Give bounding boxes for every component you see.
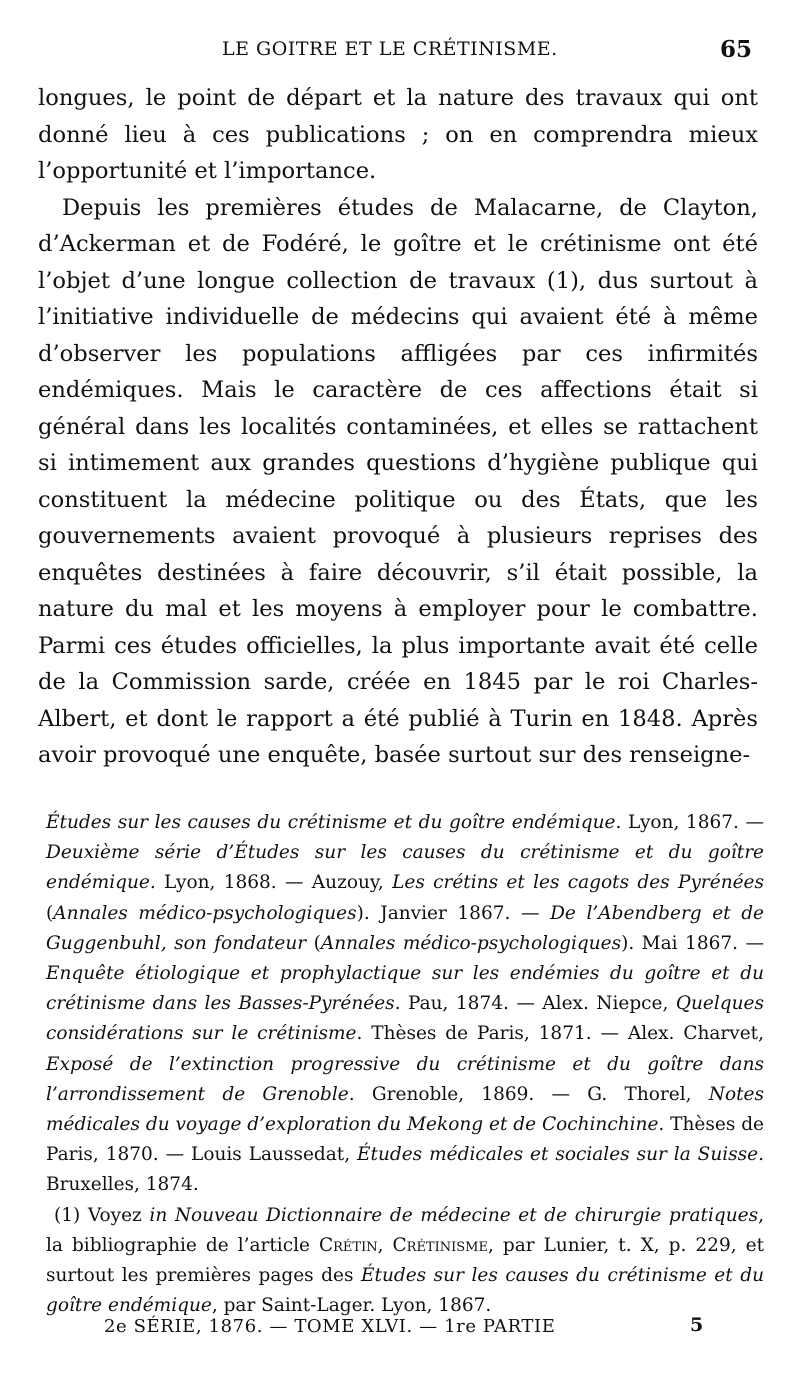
note-italic: Études médicales et sociales sur la Suisse [357,1144,759,1166]
note-text: , la bibliographie de l’article [46,1204,764,1256]
note-small-caps: Crétinisme [392,1234,488,1256]
series-footer: 2e SÉRIE, 1876. — TOME XLVI. — 1re PARTIE [104,1316,556,1337]
footnote-1 [46,1201,764,1322]
note-italic: Quelques considérations sur le crétinisme [46,993,764,1045]
note-italic: De l’Abendberg et de Guggenbuhl, son fondateur [46,902,764,954]
note-italic: in Nouveau Dictionnaire de médecine et de chirurgie pratiques [149,1204,759,1226]
note-text: , par Saint-Lager. Lyon, 1867. [211,1295,492,1317]
running-title: LE GOITRE ET LE CRÉTINISME. [222,38,558,60]
paragraph-2: Depuis les premières études de Malacarne, de Clayton, d’Ackerman et de Fodéré, le goître et le crétinisme ont été l’objet d’une longue collection de travaux (1), dus surtout à l’initiative individuelle de médecins qui avaient été à même d’observer les populations affligées par ces infirmités endémiques. Mais le caractère de ces affections était si général dans les localités contaminées, et elles se rattachent si intimement aux grandes questions d’hygiène publique qui constituent la médecine politique ou des États, que les gouvernements avaient provoqué à plusieurs reprises des enquêtes destinées à faire découvrir, s’il était possible, la nature du mal et les moyens à employer pour le combattre. Parmi ces études officielles, la plus importante avait été celle de la Commission sarde, créée en 1845 par le roi Charles-Albert, et dont le rapport a été publié à Turin en 1848. Après avoir provoqué une enquête, basée surtout sur des renseigne- [38,194,758,768]
page-number: 65 [719,36,752,63]
note-text: . Thèses de Paris, 1870. — Louis Laussedat, [46,1114,764,1166]
note-text: (1) Voyez [54,1204,150,1226]
note-text: ( [306,932,321,954]
note-text: . Lyon, 1867. — [615,812,764,833]
footnote-bibliography [46,808,764,1201]
note-text: ). Mai 1867. — [621,932,764,954]
note-text: . Grenoble, 1869. — G. Thorel, [348,1083,709,1105]
note-italic: Études sur les causes du crétinisme et du goître endémique [46,1265,764,1317]
note-text: . Bruxelles, 1874. [46,1144,764,1196]
paragraph-1: longues, le point de départ et la nature des travaux qui ont donné lieu à ces publications ; on en comprendra mieux l’opportunité et l’importance. [38,85,758,184]
note-text: ( [46,902,54,924]
note-text: , [377,1234,393,1256]
note-text: . Lyon, 1868. — Auzouy, [149,872,393,894]
note-italic: Deuxième série d’Études sur les causes du crétinisme et du goître endémique [46,842,764,894]
note-italic: Annales médico-psychologiques [53,902,357,924]
note-text: . Thèses de Paris, 1871. — Alex. Charvet, [356,1023,764,1045]
note-italic: Enquête étiologique et prophylactique sur les endémies du goître et du crétinisme dans les Basses-Pyrénées [46,963,764,1015]
note-italic: Les crétins et les cagots des Pyrénées [392,872,764,894]
note-text: ). Janvier 1867. — [356,902,551,924]
note-italic: Annales médico-psychologiques [320,932,622,954]
signature-mark: 5 [690,1314,704,1336]
note-italic: Études sur les causes du crétinisme et du goître endémique [46,812,616,833]
note-italic: Notes médicales du voyage d’exploration du Mekong et de Cochinchine [46,1083,764,1136]
note-text: , par Lunier, t. X, p. 229, et surtout les premières pages des [46,1234,765,1287]
note-small-caps: Crétin [318,1234,378,1256]
note-italic: Exposé de l’extinction progressive du crétinisme et du goître dans l’arrondissement de Grenoble [46,1053,764,1105]
footnotes [46,808,764,1321]
note-text: . Pau, 1874. — Alex. Niepce, [394,993,676,1015]
main-text [38,80,758,774]
